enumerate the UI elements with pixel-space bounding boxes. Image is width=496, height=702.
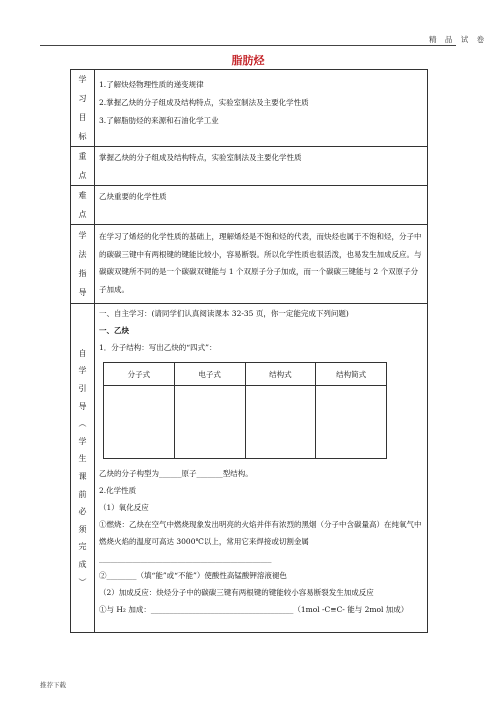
formula-table-header: 分子式 <box>104 363 175 386</box>
label-char: 完 <box>78 542 87 552</box>
label-char: 导 <box>78 401 87 411</box>
goal-line: 2.掌握乙炔的分子组成及结构特点，实验室制法及主要化学性质 <box>99 98 309 107</box>
goal-line: 1.了解炔烃物理性质的递变规律 <box>99 80 204 89</box>
formula-table-header: 结构式 <box>245 363 316 386</box>
formula-answer-cell[interactable] <box>245 386 316 459</box>
h2-text: ①与 H₂ 加成： <box>99 605 151 614</box>
row-self-study <box>71 304 428 633</box>
row-label-goals <box>71 70 95 147</box>
formula-table-header: 电子式 <box>174 363 245 386</box>
shape-text: 乙炔的分子构型为 <box>99 469 159 478</box>
molecular-shape-line <box>99 465 423 482</box>
formula-answer-cell[interactable] <box>316 386 387 459</box>
header-divider <box>40 45 456 46</box>
label-char: 习 <box>78 94 87 103</box>
label-char: 学 <box>78 436 87 446</box>
label-char: 学 <box>78 75 87 84</box>
oxidation-heading: （1）氧化反应 <box>99 503 149 512</box>
kmno4-line <box>99 567 423 584</box>
difficult-content: 乙炔重要的化学性质 <box>95 186 428 225</box>
label-char: 导 <box>78 288 87 297</box>
lesson-plan-table <box>70 69 428 633</box>
blank-field[interactable]: ________ <box>106 571 137 580</box>
addition-text: （2）加成反应：炔烃分子中的碳碳三键有两根键的键能较小容易断裂发生加成反应 <box>99 588 374 597</box>
page-title: 脂肪烃 <box>231 54 265 67</box>
goals-content <box>95 70 428 147</box>
label-char: 法 <box>78 250 87 259</box>
blank-field[interactable]: _______ <box>196 469 223 478</box>
shape-text: 原子 <box>181 469 197 478</box>
label-char: ︶ <box>78 577 87 587</box>
combustion-text: ①燃烧：乙炔在空气中燃烧现象发出明亮的火焰并伴有浓烈的黑烟（分子中含碳量高）在纯氧气中燃烧火焰的温度可高达 3000℃以上，常用它来焊接或切割金属 <box>99 520 422 546</box>
section-heading: 一、乙炔 <box>99 326 129 335</box>
label-char: 生 <box>78 454 87 464</box>
shape-text: 型结构。 <box>222 469 253 478</box>
goal-line: 3.了解脂肪烃的来源和石油化学工业 <box>99 116 219 125</box>
footer-label: 推荐下载 <box>40 681 66 689</box>
label-char: 课 <box>78 472 87 481</box>
row-key <box>71 147 428 186</box>
row-goals <box>71 70 428 147</box>
label-char: 难 <box>78 191 87 200</box>
label-char: 必 <box>78 507 87 517</box>
kmno4-text: （填“能”或“不能”）使酸性高锰酸钾溶液褪色 <box>136 571 287 580</box>
label-char: 指 <box>78 269 87 278</box>
label-char: ︵ <box>78 419 87 429</box>
blank-field[interactable]: ______ <box>159 469 182 478</box>
question-structure: 1．分子结构：写出乙炔的“四式”： <box>99 343 217 352</box>
row-label-key <box>71 147 95 186</box>
label-char: 自 <box>78 348 87 358</box>
label-char: 前 <box>78 489 87 499</box>
row-difficult <box>71 186 428 225</box>
h2-addition-line <box>99 601 423 618</box>
label-char: 学 <box>78 366 87 376</box>
header-label: 精 品 试 卷 <box>429 35 488 44</box>
self-study-content <box>95 304 428 633</box>
label-char: 点 <box>78 210 87 219</box>
blank-field[interactable]: ______________________________________________ <box>99 554 272 563</box>
label-char: 点 <box>78 171 87 180</box>
row-guide <box>71 225 428 304</box>
label-char: 标 <box>78 132 87 141</box>
label-char: 学 <box>78 231 87 240</box>
label-char: 须 <box>78 524 87 534</box>
row-label-self-study <box>71 304 95 633</box>
guide-content: 在学习了烯烃的化学性质的基础上，理解烯烃是不饱和烃的代表，而炔烃也属于不饱和烃，分子中的碳碳三键中有两根键的键能比较小，容易断裂。所以化学性质也很活泼，也易发生加成反应。与碳碳双键所不同的是一个碳碳双键能与 1 个双原子分子加成，而一个碳碳三键能与 2 个双原子分子加成。 <box>95 225 428 304</box>
label-char: 目 <box>78 113 87 122</box>
row-label-guide <box>71 225 95 304</box>
key-content: 掌握乙炔的分子组成及结构特点，实验室制法及主要化学性质 <box>95 147 428 186</box>
row-label-difficult <box>71 186 95 225</box>
intro-text: 一、自主学习：(请同学们认真阅读课本 32-35 页，你一定能完成下列问题) <box>99 309 349 318</box>
formula-answer-cell[interactable] <box>174 386 245 459</box>
label-char: 成 <box>78 559 87 569</box>
label-char: 重 <box>78 152 87 161</box>
formula-table <box>103 362 387 459</box>
blank-field[interactable]: ______________________________________ <box>150 605 294 614</box>
h2-text: （1mol -C≡C- 能与 2mol 加成） <box>293 605 409 614</box>
kmno4-text: ② <box>99 571 107 580</box>
formula-table-header: 结构简式 <box>316 363 387 386</box>
formula-answer-cell[interactable] <box>104 386 175 459</box>
chem-properties-heading: 2.化学性质 <box>99 486 137 495</box>
label-char: 引 <box>78 384 87 394</box>
